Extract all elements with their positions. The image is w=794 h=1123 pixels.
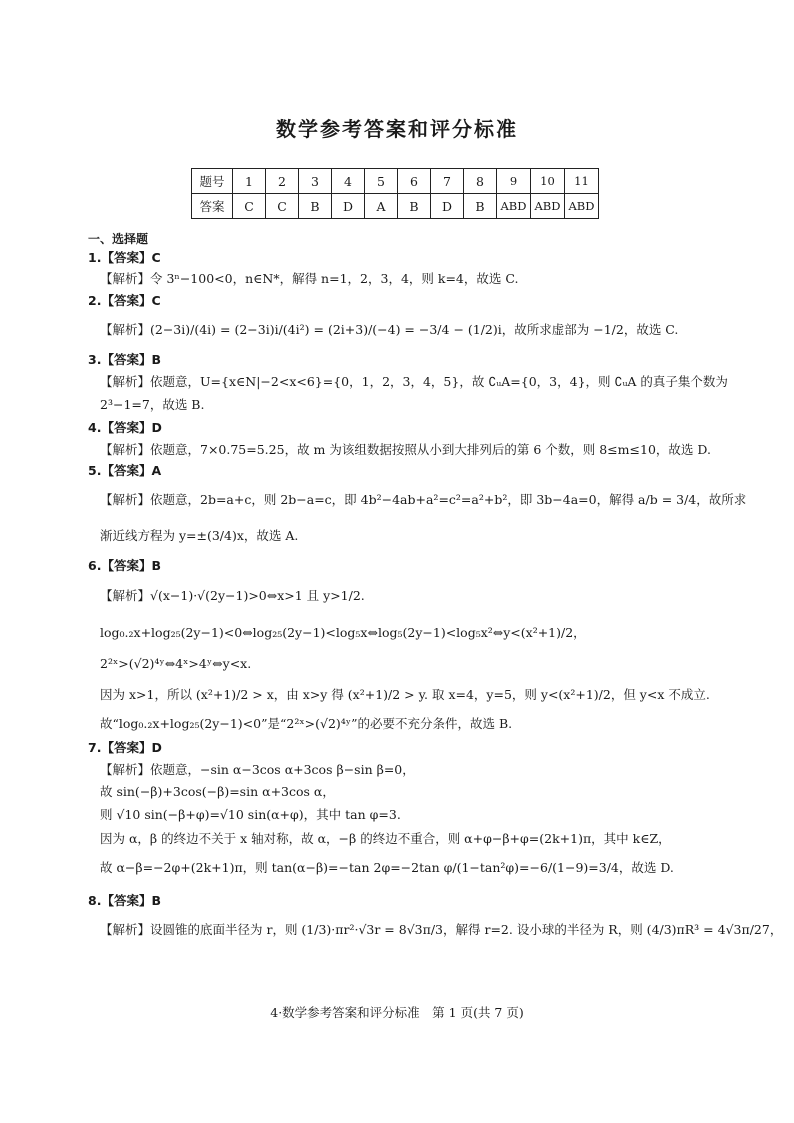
answer-table-question-row <box>192 169 599 194</box>
answer-cell: B <box>398 194 431 219</box>
solution-line: 【解析】令 3ⁿ−100<0，n∈N*，解得 n=1，2，3，4，则 k=4，故选 C. <box>100 271 519 286</box>
answer-cell: B <box>299 194 332 219</box>
question-cell: 3 <box>299 169 332 194</box>
solution-line: 2³−1=7，故选 B. <box>100 397 205 412</box>
solution-line: 故 α−β=−2φ+(2k+1)π，则 tan(α−β)=−tan 2φ=−2tan φ/(1−tan²φ)=−6/(1−9)=3/4，故选 D. <box>100 860 674 875</box>
solution-line: 【解析】设圆锥的底面半径为 r，则 (1/3)·πr²·√3r = 8√3π/3，解得 r=2. 设小球的半径为 R，则 (4/3)πR³ = 4√3π/27， <box>100 922 783 937</box>
answer-table <box>191 168 599 219</box>
question-cell: 5 <box>365 169 398 194</box>
question-cell: 7 <box>431 169 464 194</box>
solution-line: 故“log₀.₂x+log₂₅(2y−1)<0”是“2²ˣ>(√2)⁴ʸ”的必要不充分条件，故选 B. <box>100 716 513 731</box>
answer-key-5: 5.【答案】A <box>88 463 162 478</box>
answer-key-1: 1.【答案】C <box>88 250 161 265</box>
question-cell: 11 <box>565 169 599 194</box>
page-title: 数学参考答案和评分标准 <box>276 117 518 141</box>
answer-key-7: 7.【答案】D <box>88 740 162 755</box>
solution-line: 2²ˣ>(√2)⁴ʸ⇔4ˣ>4ʸ⇔y<x. <box>100 656 252 671</box>
row-label-question: 题号 <box>192 169 233 194</box>
answer-key-3: 3.【答案】B <box>88 352 161 367</box>
solution-line: 【解析】(2−3i)/(4i) = (2−3i)i/(4i²) = (2i+3)/(−4) = −3/4 − (1/2)i，故所求虚部为 −1/2，故选 C. <box>100 322 679 337</box>
answer-cell: D <box>431 194 464 219</box>
page-footer: 4·数学参考答案和评分标准 第 1 页(共 7 页) <box>270 1005 524 1020</box>
answer-cell: D <box>332 194 365 219</box>
question-cell: 10 <box>531 169 565 194</box>
answer-cell: ABD <box>497 194 531 219</box>
answer-cell: ABD <box>531 194 565 219</box>
solution-line: 渐近线方程为 y=±(3/4)x，故选 A. <box>100 528 299 543</box>
answer-table-answer-row <box>192 194 599 219</box>
solution-line: 故 sin(−β)+3cos(−β)=sin α+3cos α， <box>100 784 335 799</box>
solution-line: 【解析】依题意，2b=a+c，则 2b−a=c，即 4b²−4ab+a²=c²=a²+b²，即 3b−4a=0，解得 a/b = 3/4，故所求 <box>100 492 747 507</box>
solution-line: log₀.₂x+log₂₅(2y−1)<0⇔log₂₅(2y−1)<log₅x⇔log₅(2y−1)<log₅x²⇔y<(x²+1)/2， <box>100 625 586 640</box>
row-label-answer: 答案 <box>192 194 233 219</box>
solution-line: 因为 α，β 的终边不关于 x 轴对称，故 α，−β 的终边不重合，则 α+φ−β+φ=(2k+1)π，其中 k∈Z， <box>100 831 671 846</box>
solution-line: 【解析】依题意，−sin α−3cos α+3cos β−sin β=0， <box>100 762 415 777</box>
answer-cell: C <box>233 194 266 219</box>
solution-line: 【解析】依题意，U={x∈N|−2<x<6}={0，1，2，3，4，5}，故 ∁ᵤA={0，3，4}，则 ∁ᵤA 的真子集个数为 <box>100 374 728 389</box>
solution-line: 因为 x>1，所以 (x²+1)/2 > x，由 x>y 得 (x²+1)/2 > y. 取 x=4，y=5，则 y<(x²+1)/2，但 y<x 不成立. <box>100 687 710 702</box>
answer-key-6: 6.【答案】B <box>88 558 161 573</box>
solution-line: 【解析】依题意，7×0.75=5.25，故 m 为该组数据按照从小到大排列后的第 6 个数，则 8≤m≤10，故选 D. <box>100 442 711 457</box>
answer-key-4: 4.【答案】D <box>88 420 162 435</box>
question-cell: 6 <box>398 169 431 194</box>
answer-key-8: 8.【答案】B <box>88 893 161 908</box>
answer-cell: B <box>464 194 497 219</box>
question-cell: 2 <box>266 169 299 194</box>
answer-cell: A <box>365 194 398 219</box>
question-cell: 1 <box>233 169 266 194</box>
question-cell: 9 <box>497 169 531 194</box>
question-cell: 8 <box>464 169 497 194</box>
section-heading: 一、选择题 <box>88 232 149 246</box>
solution-line: 【解析】√(x−1)·√(2y−1)>0⇔x>1 且 y>1/2. <box>100 588 365 603</box>
answer-cell: C <box>266 194 299 219</box>
solution-line: 则 √10 sin(−β+φ)=√10 sin(α+φ)，其中 tan φ=3. <box>100 807 401 822</box>
answer-key-2: 2.【答案】C <box>88 293 161 308</box>
question-cell: 4 <box>332 169 365 194</box>
answer-cell: ABD <box>565 194 599 219</box>
